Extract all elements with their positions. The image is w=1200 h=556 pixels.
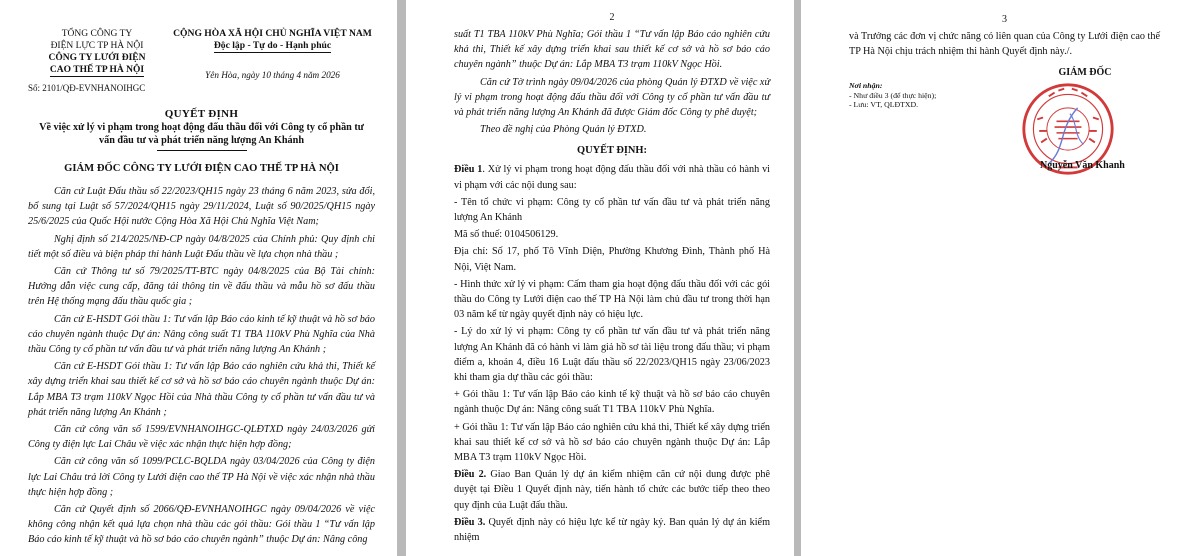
issuer-name-line1: CÔNG TY LƯỚI ĐIỆN	[48, 53, 146, 63]
document-subject: Về việc xử lý vi phạm trong hoạt động đấu thầu đối với Công ty cổ phần tư vấn đầu tư và phát triển năng lượng An Khánh	[39, 122, 364, 146]
legal-basis: Căn cứ E-HSDT Gói thầu 1: Tư vấn lập Báo cáo nghiên cứu khả thi, Thiết kế xây dựng triển khai sau thiết kế cơ sở và hồ sơ báo cáo chuyên ngành thuộc Dự án: Lắp MBA T3 trạm 110kV Ngọc Hồi của Nhà thầu Công ty cổ phần tư vấn đầu tư và phát triển năng lượng An Khánh ;	[28, 361, 375, 418]
bid-package: + Gói thầu 1: Tư vấn lập Báo cáo kinh tế kỹ thuật và hồ sơ báo cáo chuyên ngành thuộc Dự án: Nâng công suất T1 TBA 110kV Phù Nghĩa.	[454, 389, 770, 416]
issuer-parent-line2: ĐIỆN LỰC TP HÀ NỘI	[50, 41, 144, 51]
page-number: 2	[609, 12, 615, 23]
national-motto: Độc lập - Tự do - Hạnh phúc	[213, 40, 332, 51]
issuer-block	[28, 28, 166, 94]
recipients-label: Nơi nhận:	[849, 81, 883, 91]
legal-basis: Căn cứ E-HSDT Gói thầu 1: Tư vấn lập Báo cáo kinh tế kỹ thuật và hồ sơ báo cáo chuyên ngành thuộc Dự án: Nâng công suất T1 TBA 110kV Phù Nghĩa của Nhà thầu Công ty cổ phần tư vấn đầu tư và phát triển năng lượng An Khánh ;	[28, 313, 375, 356]
recipients-block	[849, 67, 936, 177]
continued-basis: suất T1 TBA 110kV Phù Nghĩa; Gói thầu 1 “Tư vấn lập Báo cáo nghiên cứu khả thi, Thiết kế xây dựng triển khai sau thiết kế cơ sở và hồ sơ báo cáo chuyên ngành” thuộc Dự án: Lắp MBA T3 trạm 110kV Ngọc Hồi.	[454, 29, 770, 71]
violator-address: Địa chỉ: Số 17, phố Tô Vĩnh Diện, Phường Khương Đình, Thành phố Hà Nội, Việt Nam.	[454, 246, 770, 273]
document-title: QUYẾT ĐỊNH	[164, 108, 239, 120]
on-proposal: Theo đề nghị của Phòng Quản lý ĐTXD.	[480, 124, 647, 136]
article-3-label: Điều 3.	[454, 516, 486, 528]
bid-package: + Gói thầu 1: Tư vấn lập Báo cáo nghiên cứu khả thi, Thiết kế xây dựng triển khai sau thiết kế cơ sở và hồ sơ báo cáo chuyên ngành thuộc Dự án: Lắp MBA T3 trạm 110kV Ngọc Hồi.	[454, 421, 770, 464]
legal-basis: Căn cứ Thông tư số 79/2025/TT-BTC ngày 04/8/2025 của Bộ Tài chính: Hướng dẫn việc cung cấp, đăng tải thông tin về đấu thầu và mẫu hồ sơ đấu thầu trên Hệ thống mạng đấu thầu quốc gia ;	[28, 266, 375, 308]
issuing-authority: GIÁM ĐỐC CÔNG TY LƯỚI ĐIỆN CAO THẾ TP HÀ NỘI	[64, 163, 339, 174]
issuer-parent-line1: TỔNG CÔNG TY	[61, 29, 133, 39]
document-header	[28, 28, 375, 94]
document-number: Số: 2101/QĐ-EVNHANOIHGC	[28, 83, 146, 93]
article-3-continued: và Trưởng các đơn vị chức năng có liên quan của Công ty Lưới điện cao thế TP Hà Nội chịu trách nhiệm thi hành Quyết định này./.	[849, 31, 1160, 58]
article-3	[454, 515, 770, 545]
legal-basis: Nghị định số 214/2025/NĐ-CP ngày 04/8/2025 của Chính phủ: Quy định chi tiết một số điều và biện pháp thi hành Luật Đấu thầu về lựa chọn nhà thầu ;	[28, 233, 375, 260]
article-3-text: Quyết định này có hiệu lực kể từ ngày ký. Ban quản lý dự án kiểm nhiệm	[454, 516, 770, 544]
article-1	[454, 162, 770, 192]
violator-name: - Tên tổ chức vi phạm: Công ty cổ phần tư vấn đầu tư và phát triển năng lượng An Khánh	[454, 196, 770, 224]
article-1-text: . Xử lý vi phạm trong hoạt động đấu thầu đối với nhà thầu có hành vi vi phạm với các nội dung sau:	[454, 164, 771, 191]
penalty-form: - Hình thức xử lý vi phạm: Cấm tham gia hoạt động đấu thầu đối với các gói thầu do Công ty Lưới điện cao thế TP Hà Nội làm chủ đầu tư trong thời hạn 03 năm kể từ ngày quyết định này có hiệu lực.	[454, 278, 770, 321]
signer-role: GIÁM ĐỐC	[1058, 67, 1112, 79]
article-2	[454, 467, 770, 513]
page-3	[801, 0, 1200, 556]
subject-divider	[157, 150, 247, 151]
article-2-label: Điều 2.	[454, 469, 487, 481]
issuer-name-line2: CAO THẾ TP HÀ NỘI	[49, 65, 145, 75]
legal-basis: Căn cứ Luật Đấu thầu số 22/2023/QH15 ngày 23 tháng 6 năm 2023, sửa đổi, bổ sung tại Luật số 57/2024/QH15 ngày 29/11/2024, Luật số 90/2025/QH15 ngày 25/6/2025 của Quốc Hội nước Cộng Hòa Xã Hội Chủ Nghĩa Việt Nam;	[28, 186, 375, 228]
signature-row	[849, 67, 1160, 177]
tax-code: Mã số thuế: 0104506129.	[454, 229, 559, 241]
page-2	[406, 0, 794, 556]
decision-heading: QUYẾT ĐỊNH:	[577, 145, 647, 157]
legal-basis: Căn cứ Quyết định số 2066/QĐ-EVNHANOIHGC ngày 09/04/2026 về việc không công nhận kết quả lựa chọn nhà thầu các gói thầu: Gói thầu 1 “Tư vấn lập Báo cáo kinh tế kỹ thuật và hồ sơ báo cáo chuyên ngành” thuộc Dự án: Nâng công	[28, 504, 375, 546]
article-2-text: Giao Ban Quản lý dự án kiểm nhiệm căn cứ nội dung được phê duyệt tại Điều 1 Quyết định này, tiến hành tổ chức các bước tiếp theo theo quy định của Luật đấu thầu.	[454, 469, 771, 511]
legal-basis: Căn cứ công văn số 1099/PCLC-BQLDA ngày 03/04/2026 của Công ty điện lực Lai Châu trả lời Công ty Lưới điện cao thế TP Hà Nội về việc xác nhận nhà thầu thực hiện hợp đồng ;	[28, 456, 375, 498]
recipient-item: - Như điều 3 (để thực hiện);	[849, 90, 937, 100]
recipient-item: - Lưu: VT, QLĐTXD.	[849, 100, 919, 110]
violation-reason: - Lý do xử lý vi phạm: Công ty cổ phần tư vấn đầu tư và phát triển năng lượng An Khánh đã có hành vi làm giả hồ sơ tài liệu trong đấu thầu; vi phạm điểm a, khoản 4, điều 16 Luật đấu thầu số 22/2023/QH15 ngày 23/06/2023 khi tham gia dự thầu các gói thầu:	[454, 326, 770, 384]
national-header	[170, 28, 375, 94]
place-date: Yên Hòa, ngày 10 tháng 4 năm 2026	[205, 70, 340, 80]
legal-basis: Căn cứ công văn số 1599/EVNHANOIHGC-QLĐTXD ngày 24/03/2026 gửi Công ty điện lực Lai Châu về việc xác nhận thực hiện hợp đồng;	[28, 424, 375, 451]
national-title: CỘNG HÒA XÃ HỘI CHỦ NGHĨA VIỆT NAM	[173, 28, 372, 39]
page-number: 3	[1002, 14, 1007, 25]
proposal-basis: Căn cứ Tờ trình ngày 09/04/2026 của phòng Quản lý ĐTXD về việc xử lý vi phạm trong hoạt động đấu thầu đối với Công ty cổ phần tư vấn đầu tư và phát triển năng lượng An Khánh đã được Giám đốc Công ty phê duyệt;	[454, 76, 770, 119]
signature-block	[1010, 67, 1160, 177]
page-1	[0, 0, 397, 556]
signer-name: Nguyễn Văn Khanh	[1040, 160, 1125, 172]
article-1-label: Điều 1	[454, 164, 483, 176]
